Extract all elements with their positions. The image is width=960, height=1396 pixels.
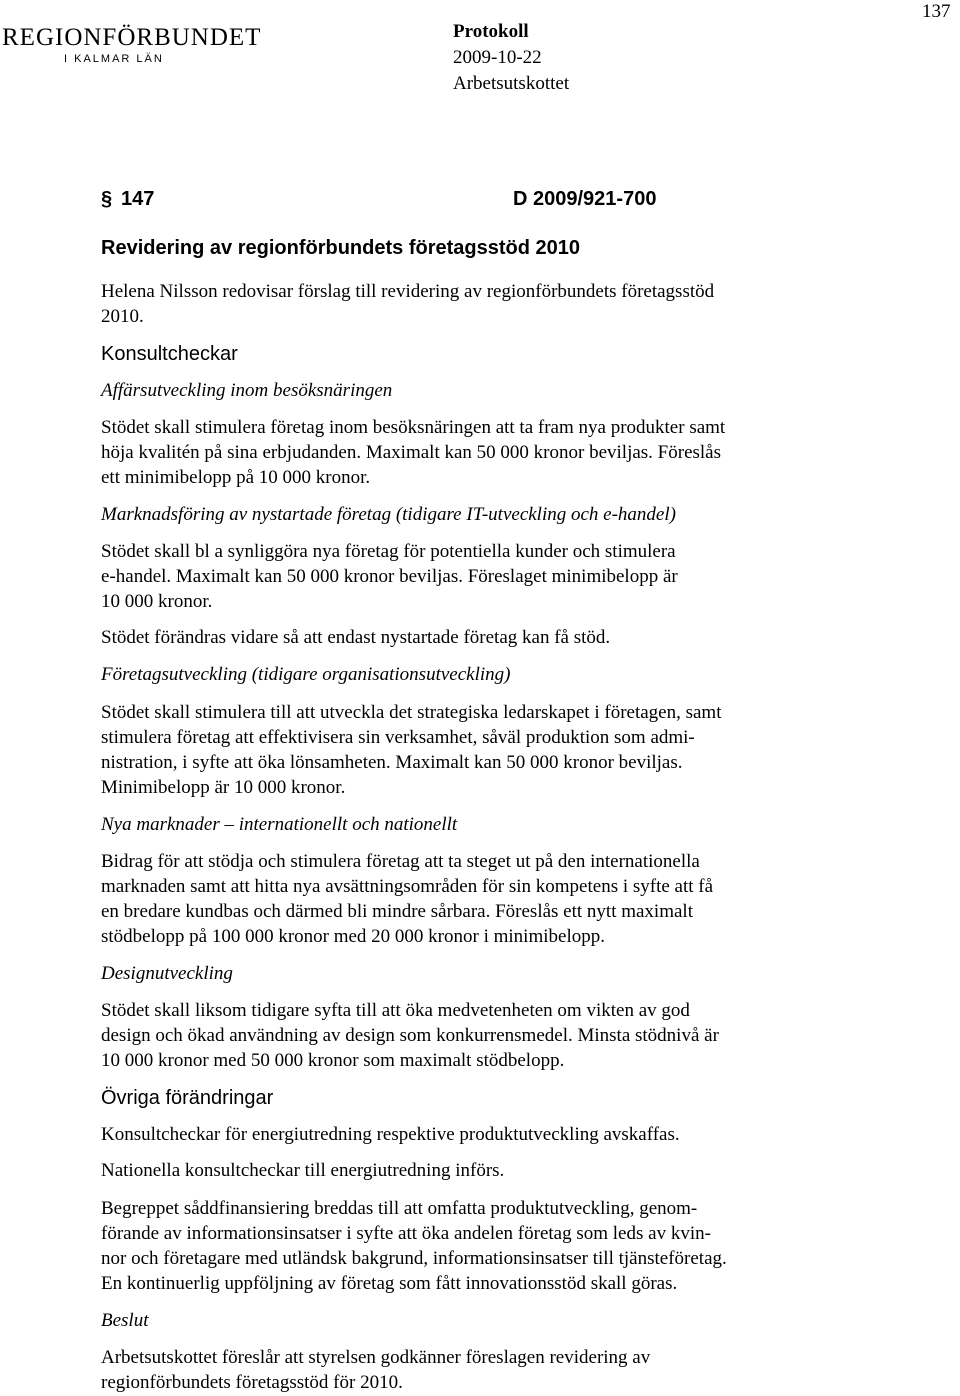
intro-line: 2010. — [101, 306, 144, 327]
logo-subtitle: I KALMAR LÄN — [64, 53, 164, 65]
paragraph-line: nor och företagare med utländsk bakgrund, informationsinsatser till tjänsteföretag. — [101, 1248, 727, 1269]
logo-wordmark: REGIONFÖRBUNDET — [2, 24, 262, 51]
paragraph-line: Bidrag för att stödja och stimulera företag att ta steget ut på den internationella — [101, 851, 700, 872]
subsection-heading: Designutveckling — [101, 963, 233, 984]
subsection-heading: Marknadsföring av nystartade företag (tidigare IT-utveckling och e-handel) — [101, 504, 676, 525]
section-heading-konsultcheckar: Konsultcheckar — [101, 343, 238, 365]
paragraph-line: en bredare kundbas och därmed bli mindre sårbara. Föreslås ett nytt maximalt — [101, 901, 693, 922]
paragraph-line: nistration, i syfte att öka lönsamheten. Maximalt kan 50 000 kronor beviljas. — [101, 752, 683, 773]
meeting-date: 2009-10-22 — [453, 47, 542, 68]
paragraph-line: e-handel. Maximalt kan 50 000 kronor beviljas. Föreslaget minimibelopp är — [101, 566, 678, 587]
paragraph-line: stödbelopp på 100 000 kronor med 20 000 kronor i minimibelopp. — [101, 926, 605, 947]
paragraph-line: Stödet förändras vidare så att endast nystartade företag kan få stöd. — [101, 627, 611, 648]
paragraph-line: höja kvalitén på sina erbjudanden. Maximalt kan 50 000 kronor beviljas. Föreslås — [101, 442, 721, 463]
paragraph-line: En kontinuerlig uppföljning av företag som fått innovationsstöd skall göras. — [101, 1273, 678, 1294]
paragraph-line: Minimibelopp är 10 000 kronor. — [101, 777, 346, 798]
item-number: 147 — [121, 188, 155, 210]
paragraph-line: design och ökad användning av design som konkurrensmedel. Minsta stödnivå är — [101, 1025, 719, 1046]
paragraph-line: marknaden samt att hitta nya avsättningsområden för sin kompetens i syfte att få — [101, 876, 714, 897]
paragraph-line: ett minimibelopp på 10 000 kronor. — [101, 467, 371, 488]
subsection-heading-beslut: Beslut — [101, 1310, 149, 1331]
paragraph-line: Konsultcheckar för energiutredning respektive produktutveckling avskaffas. — [101, 1124, 680, 1145]
subsection-heading: Affärsutveckling inom besöksnäringen — [101, 380, 393, 401]
subsection-heading: Företagsutveckling (tidigare organisationsutveckling) — [101, 664, 511, 685]
paragraph-line: Stödet skall stimulera till att utveckla det strategiska ledarskapet i företagen, samt — [101, 702, 722, 723]
paragraph-line: 10 000 kronor med 50 000 kronor som maximalt stödbelopp. — [101, 1050, 565, 1071]
paragraph-line: Stödet skall liksom tidigare syfta till att öka medvetenheten om vikten av god — [101, 1000, 690, 1021]
section-heading-ovriga: Övriga förändringar — [101, 1087, 274, 1109]
paragraph-line: förande av informationsinsatser i syfte att öka andelen företag som leds av kvin- — [101, 1223, 711, 1244]
paragraph-line: 10 000 kronor. — [101, 591, 213, 612]
item-heading — [101, 186, 801, 212]
paragraph-line: Nationella konsultcheckar till energiutredning införs. — [101, 1160, 505, 1181]
item-title: Revidering av regionförbundets företagsstöd 2010 — [101, 237, 580, 259]
intro-line: Helena Nilsson redovisar förslag till revidering av regionförbundets företagsstöd — [101, 281, 715, 302]
committee-name: Arbetsutskottet — [453, 73, 570, 94]
paragraph-line: Stödet skall stimulera företag inom besöksnäringen att ta fram nya produkter samt — [101, 417, 726, 438]
paragraph-line: Arbetsutskottet föreslår att styrelsen godkänner föreslagen revidering av — [101, 1347, 651, 1368]
paragraph-line: stimulera företag att effektivisera sin verksamhet, såväl produktion som admi- — [101, 727, 695, 748]
paragraph-symbol: § — [101, 188, 113, 210]
paragraph-line: Begreppet såddfinansiering breddas till att omfatta produktutveckling, genom- — [101, 1198, 698, 1219]
page-number: 137 — [922, 1, 951, 22]
subsection-heading: Nya marknader – internationellt och nationellt — [101, 814, 458, 835]
paragraph-line: Stödet skall bl a synliggöra nya företag för potentiella kunder och stimulera — [101, 541, 676, 562]
doc-type: Protokoll — [453, 21, 529, 42]
paragraph-line: regionförbundets företagsstöd för 2010. — [101, 1372, 403, 1393]
case-number: D 2009/921-700 — [513, 188, 657, 210]
